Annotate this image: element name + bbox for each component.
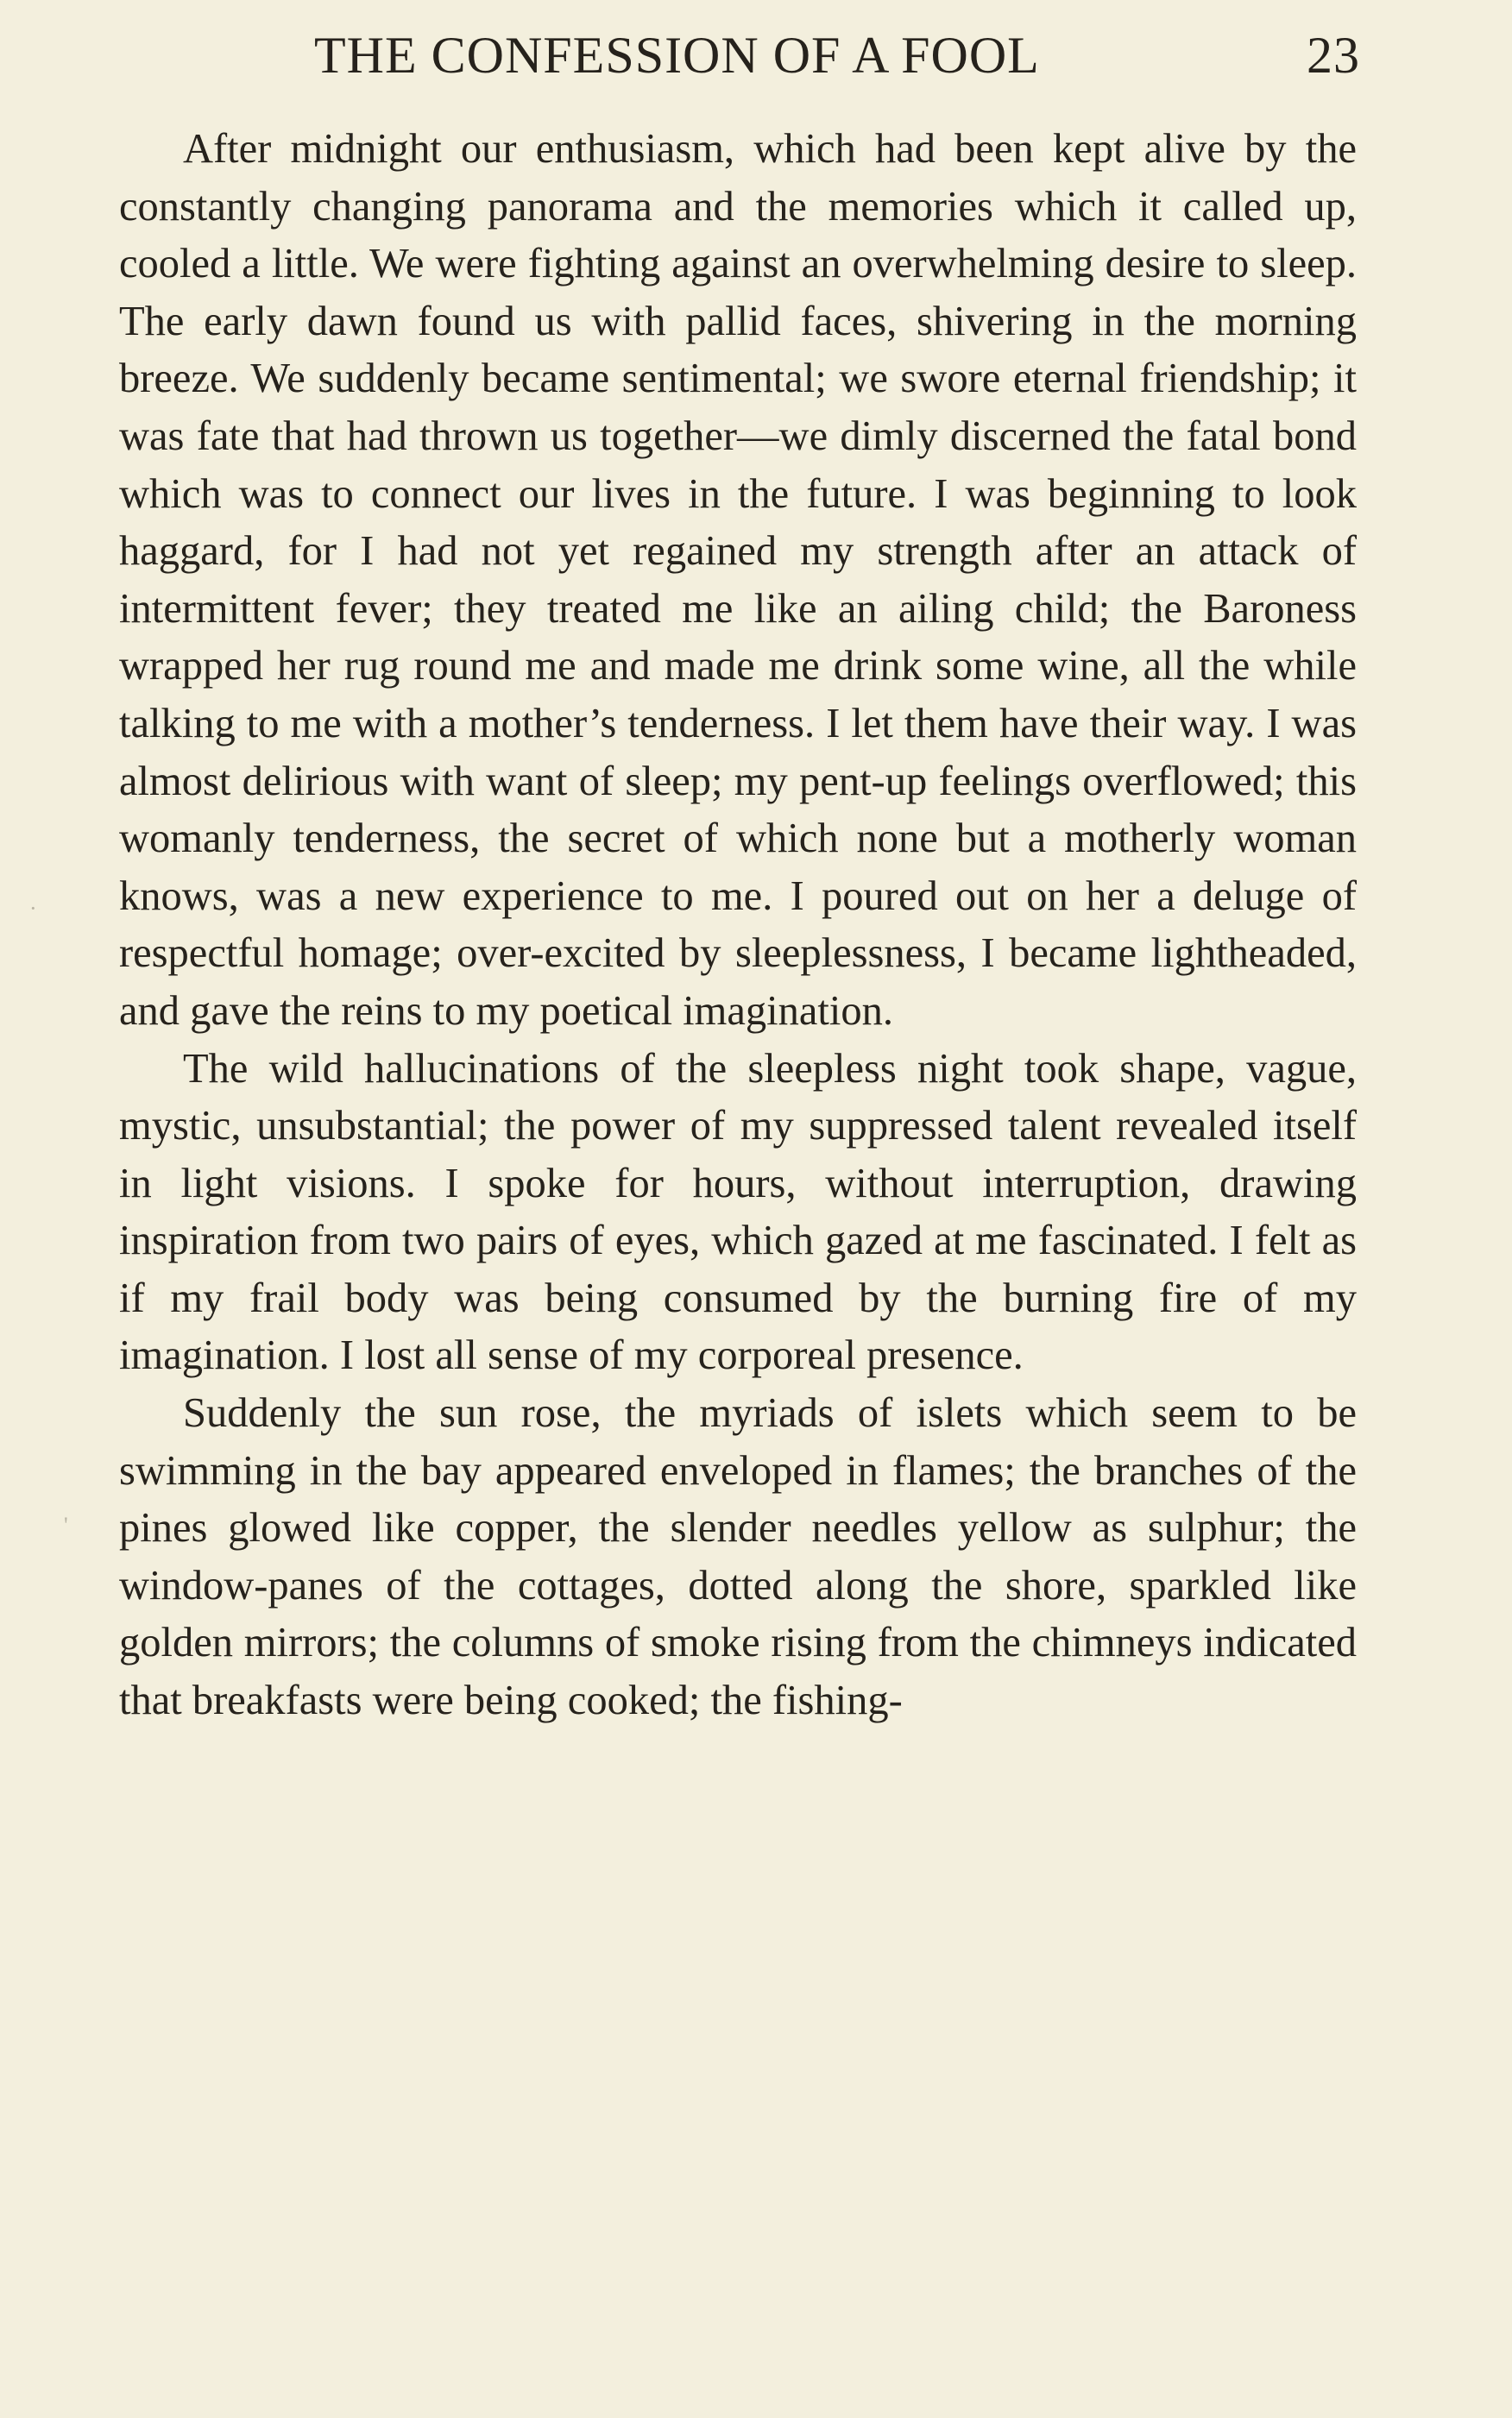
paragraph-2: The wild hallucinations of the sleepless night took shape, vague, mystic, unsubstantial; the power of my suppressed talent revealed itself in light visions. I spoke for hours, without interruption, drawing inspiration from two pairs of eyes, which gazed at me fascinated. I felt as if my frail body was being consumed by the burning fire of my imagination. I lost all sense of my corporeal presence. bbox=[119, 1045, 1357, 1379]
paragraph-1: After midnight our enthusiasm, which had been kept alive by the constantly changing panorama and the memories which it called up, cooled a little. We were fighting against an overwhelming desire to sleep. The early dawn found us with pallid faces, shivering in the morning breeze. We suddenly became sentimental; we swore eternal friendship; it was fate that had thrown us together—we dimly discerned the fatal bond which was to connect our lives in the future. I was beginning to look haggard, for I had not yet regained my strength after an attack of intermittent fever; they treated me like an ailing child; the Baroness wrapped her rug round me and made me drink some wine, all the while talking to me with a mother’s tenderness. I let them have their way. I was almost delirious with want of sleep; my pent-up feelings overflowed; this womanly tenderness, the secret of which none but a motherly woman knows, was a new experience to me. I poured out on her a deluge of respectful homage; over-excited by sleeplessness, I became lightheaded, and gave the reins to my poetical imagination. bbox=[119, 126, 1357, 1034]
paragraph-3: Suddenly the sun rose, the myriads of islets which seem to be swimming in the bay appeared enveloped in flames; the branches of the pines glowed like copper, the slender needles yellow as sulphur; the window-panes of the cottages, dotted along the shore, sparkled like golden mirrors; the columns of smoke rising from the chimneys indicated that breakfasts were being cooked; the fishing- bbox=[119, 1390, 1357, 1724]
body-text bbox=[119, 121, 1357, 1730]
margin-speck-mark: · bbox=[29, 896, 37, 921]
page-number: 23 bbox=[1307, 27, 1360, 84]
running-title: THE CONFESSION OF A FOOL bbox=[314, 27, 1040, 84]
running-header bbox=[119, 21, 1360, 90]
margin-speck-mark: ' bbox=[64, 1513, 68, 1538]
